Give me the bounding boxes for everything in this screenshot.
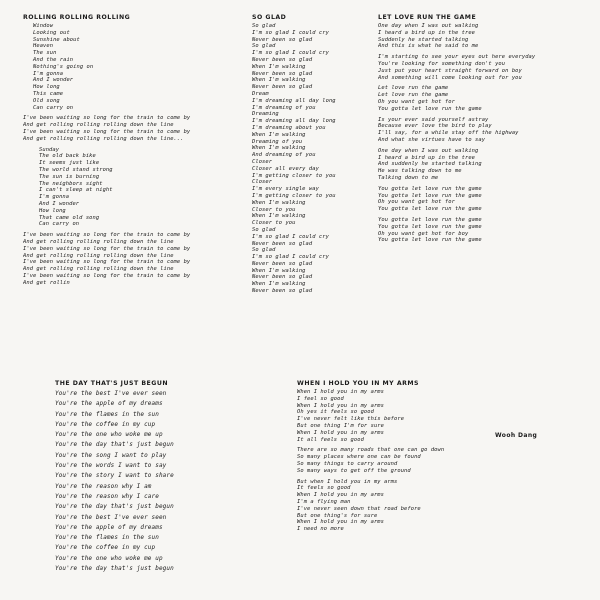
lyric-line: When I hold you in my arms (297, 389, 384, 395)
lyric-line: You're the day that's just begun (55, 441, 174, 449)
lyric-line: I've been waiting so long for the train to come by (23, 272, 191, 279)
song-so-glad (252, 14, 370, 374)
lyric-line: Closer to you (252, 206, 296, 213)
lyric-line: Sunday (39, 146, 60, 153)
lyric-line: When I hold you in my arms (297, 519, 384, 526)
lyric-line: When I hold you in my arms (297, 402, 384, 409)
lyric-line: How long (33, 84, 60, 91)
lyric-line: Let love run the game (378, 85, 449, 92)
lyric-line: Oh you want get hot for (378, 199, 455, 206)
lyric-line: You're the coffee in my cup (55, 420, 156, 428)
lyric-line: You're the apple of my dreams (55, 523, 163, 531)
lyric-line: Old song (33, 97, 60, 104)
lyric-line: Can carry on (39, 221, 80, 228)
lyric-line: You're the song I want to play (55, 451, 167, 459)
lyric-line: You're the coffee in my cup (55, 544, 156, 552)
lyric-line: I can't sleep at night (39, 187, 113, 194)
lyric-line: So glad (252, 23, 276, 29)
lyric-line: When I'm walking (252, 281, 306, 288)
lyric-line: I've never seen down that road before (297, 505, 421, 512)
lyric-line: When I'm walking (252, 199, 306, 206)
lyric-line: You're the day that's just begun (55, 503, 174, 511)
lyric-line: When I hold you in my arms (297, 429, 384, 436)
lyric-line: And suddenly he started talking (378, 161, 482, 168)
lyric-line: The world stand strong (39, 166, 113, 173)
lyric-line: Closer (252, 179, 273, 186)
lyric-line: Never been so glad (252, 36, 313, 43)
lyric-line: How long (39, 207, 66, 214)
lyric-line: You're the day that's just begun (55, 565, 174, 573)
lyric-line: This came (33, 90, 64, 97)
note-wooh-dang: Wooh Dang (495, 432, 538, 439)
lyric-line: I'm dreaming of you (252, 104, 316, 111)
lyric-line: When I'm walking (252, 145, 306, 152)
lyric-line: I've been waiting so long for the train to come by (23, 259, 191, 266)
lyric-line: But when I hold you in my arms (297, 478, 398, 485)
song-verse-2 (23, 232, 238, 286)
lyric-line: Talking down to me (378, 174, 439, 181)
lyric-line: When I'm walking (252, 213, 306, 220)
lyric-line: You gotta let love run the game (378, 223, 482, 230)
lyric-line: Looking out (33, 29, 70, 36)
lyric-line: Never been so glad (252, 288, 313, 295)
lyric-line: Window (33, 23, 54, 29)
lyric-line: I'm so glad I could cry (252, 254, 329, 261)
lyric-line: I heard a bird up in the tree (378, 154, 476, 161)
song-lines (55, 389, 265, 574)
song-day-begun (55, 380, 265, 600)
lyric-line: You gotta let love run the game (378, 206, 482, 213)
lyric-line: I'm gonna (33, 70, 64, 77)
lyric-line: Never been so glad (252, 84, 313, 91)
lyric-line: Just put your heart straight forward on boy (378, 67, 522, 74)
lyric-line: But one thing I'm for sure (297, 422, 384, 429)
lyric-line: It feels so good (297, 485, 351, 492)
lyric-line: So many things to carry around (297, 460, 398, 467)
lyric-line: It seems just like (39, 160, 100, 167)
lyric-line: You gotta let love run the game (378, 192, 482, 199)
lyric-line: I'm dreaming all day long (252, 118, 336, 125)
lyric-line: And get rolling rolling rolling down the line (23, 122, 174, 129)
lyric-line: I've been waiting so long for the train to come by (23, 245, 191, 252)
lyric-line: And get rolling rolling rolling down the line (23, 252, 174, 259)
song-title: THE DAY THAT'S JUST BEGUN (55, 380, 169, 387)
lyric-line: Oh you want get hot for (378, 98, 455, 105)
lyric-line: So glad (252, 247, 276, 254)
lyric-line: There are so many roads that one can go down (297, 447, 445, 454)
lyric-line: Closer all every day (252, 165, 319, 172)
lyric-line: When I'm walking (252, 77, 306, 84)
lyric-line: The neighbors sight (39, 180, 103, 187)
lyric-line: So many ways to get off the ground (297, 467, 411, 474)
lyric-line: So glad (252, 43, 276, 50)
lyric-line: I'll say, for a while stay off the highway (378, 130, 519, 137)
lyric-line: Oh you want get hot for boy (378, 230, 469, 237)
lyric-line: That came old song (39, 214, 100, 221)
lyric-line: You gotta let love run the game (378, 105, 482, 112)
lyric-line: You're the flames in the sun (55, 410, 159, 418)
lyric-line: One day when I was out walking (378, 147, 479, 154)
lyric-line: I'm getting closer to you (252, 192, 336, 199)
song-lines (297, 389, 497, 533)
lyric-line: You gotta let love run the game (378, 185, 482, 192)
lyric-line: You're the best I've ever seen (55, 513, 167, 521)
lyric-line: When I'm walking (252, 267, 306, 274)
song-verse (23, 115, 238, 142)
lyric-line: You're the one who woke me up (55, 554, 163, 562)
lyric-line: When I'm walking (252, 131, 306, 138)
lyric-line: Heaven (33, 43, 54, 50)
lyric-line: And dreaming of you (252, 152, 316, 159)
lyric-line: Closer to you (252, 220, 296, 227)
lyric-line: Closer (252, 158, 273, 165)
lyric-line: You're the reason why I am (55, 482, 152, 490)
lyric-line: One day when I was out walking (378, 23, 479, 29)
lyric-line: When I'm walking (252, 63, 306, 70)
lyric-line: Never been so glad (252, 70, 313, 77)
song-rolling (23, 14, 238, 369)
lyric-line: You're the words I want to say (55, 462, 167, 470)
lyric-line: I'm every single way (252, 186, 319, 193)
lyric-line: When I hold you in my arms (297, 492, 384, 499)
lyric-line: I'm so glad I could cry (252, 233, 329, 240)
lyric-line: And what she virtues have to say (378, 136, 486, 143)
song-subverse (23, 147, 238, 229)
lyric-line: You're the one who woke me up (55, 431, 163, 439)
lyric-line: It all feels so good (297, 436, 364, 443)
lyric-line: The sun (33, 50, 57, 57)
lyric-line: Never been so glad (252, 260, 313, 267)
lyric-line: Because ever love the bird to play (378, 123, 492, 130)
lyric-line: Sunshine about (33, 36, 80, 43)
song-hold-you (297, 380, 497, 600)
lyric-line: I've never felt like this before (297, 416, 405, 423)
lyric-line: Never been so glad (252, 274, 313, 281)
lyric-line: I'm a flying man (297, 498, 351, 505)
lyric-line: And I wonder (33, 77, 74, 84)
lyric-line: I've been waiting so long for the train to come by (23, 128, 191, 135)
lyric-line: I'm getting closer to you (252, 172, 336, 179)
lyric-line: But one thing's for sure (297, 512, 378, 519)
lyric-line: I've been waiting so long for the train to come by (23, 115, 191, 122)
song-lines (252, 23, 370, 295)
lyric-line: And get rolling rolling rolling down the line (23, 238, 174, 245)
song-title: SO GLAD (252, 14, 287, 21)
song-title: WHEN I HOLD YOU IN MY ARMS (297, 380, 419, 387)
lyric-line: And get rolling rolling rolling down the line (23, 266, 174, 273)
lyric-line: You gotta let love run the game (378, 237, 482, 244)
lyric-line: The old back bike (39, 153, 96, 160)
lyric-line: He was talking down to me (378, 168, 462, 175)
lyric-line: You're the best I've ever seen (55, 390, 167, 397)
lyric-line: I heard a bird up in the tree (378, 29, 476, 36)
lyric-line: Nothing's going on (33, 63, 94, 70)
song-title: LET LOVE RUN THE GAME (378, 14, 477, 21)
lyric-line: I'm dreaming all day long (252, 97, 336, 104)
lyric-line: Dreaming (252, 111, 279, 118)
lyric-line: You're the reason why I care (55, 492, 159, 500)
song-title: ROLLING ROLLING ROLLING (23, 14, 131, 21)
lyric-line: Can carry on (33, 104, 74, 111)
lyric-line: You're the apple of my dreams (55, 400, 163, 408)
lyric-line: And get rolling rolling rolling down the line... (23, 135, 184, 142)
lyric-line: Dream (252, 90, 269, 97)
lyric-line: And something will come looking out for you (378, 74, 522, 81)
lyric-line: Oh yes it feels so good (297, 409, 374, 416)
lyric-line: I feel so good (297, 395, 344, 402)
lyric-line: Never been so glad (252, 56, 313, 63)
lyric-line: And I wonder (39, 200, 80, 207)
lyric-line: So many places where one can be found (297, 454, 421, 461)
song-intro (23, 23, 238, 111)
song-lines (378, 23, 596, 244)
lyric-line: You're the story I want to share (55, 472, 174, 480)
lyric-line: Never been so glad (252, 240, 313, 247)
lyric-line: Suddenly he started talking (378, 36, 469, 43)
lyric-line: You gotta let love run the game (378, 216, 482, 223)
lyric-line: Is your ever said yourself astray (378, 116, 489, 123)
lyric-line: I need no more (297, 526, 344, 533)
lyric-line: And this is what he said to me (378, 43, 479, 50)
lyric-line: The sun is burning (39, 173, 100, 180)
lyric-line: And get rollin (23, 279, 70, 286)
lyric-line: Dreaming of you (252, 138, 303, 145)
lyric-line: So glad (252, 226, 276, 233)
song-let-love (378, 14, 596, 369)
lyric-line: You're the flames in the sun (55, 534, 159, 542)
lyric-line: And the rain (33, 56, 74, 63)
lyric-line: I'm gonna (39, 194, 70, 201)
lyric-line: Let love run the game (378, 92, 449, 99)
lyric-line: I'm so glad I could cry (252, 29, 329, 36)
lyric-line: I've been waiting so long for the train to come by (23, 232, 191, 239)
lyric-line: You're looking for something don't you (378, 60, 506, 67)
lyric-line: I'm starting to see your eyes out here everyday (378, 54, 536, 61)
lyric-line: I'm so glad I could cry (252, 50, 329, 57)
lyric-line: I'm dreaming about you (252, 124, 326, 131)
